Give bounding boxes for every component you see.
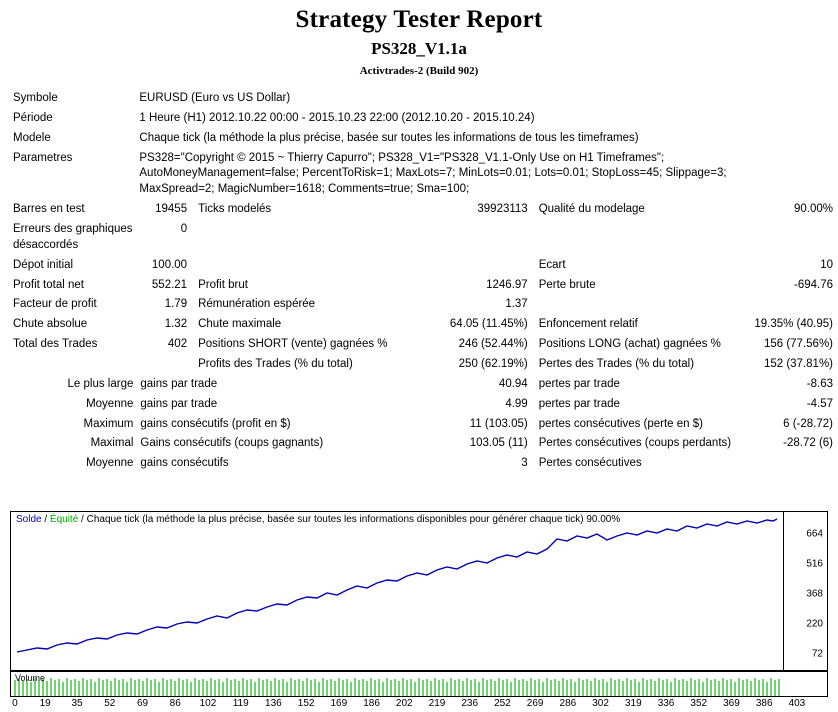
- table-row: [10, 434, 836, 454]
- ecart-value: 10: [820, 258, 833, 271]
- profits-trades-label: Profits des Trades (% du total): [198, 358, 353, 371]
- moyenne2-label: Moyenne: [86, 457, 134, 470]
- table-row: [10, 375, 836, 395]
- symbole-value: EURUSD (Euro vs US Dollar): [139, 92, 291, 104]
- pertes-trades-value: 152 (37.81%): [763, 358, 833, 371]
- barres-label: Barres en test: [13, 203, 85, 216]
- pluslarge-label: Le plus large: [67, 377, 134, 390]
- table-row: [10, 415, 836, 435]
- qualite-value: 90.00%: [793, 203, 833, 216]
- chute-absolue-value: 1.32: [164, 318, 188, 331]
- table-row: [10, 200, 836, 220]
- table-row: [10, 355, 836, 375]
- page-title: Strategy Tester Report: [295, 6, 543, 33]
- chute-maximale-label: Chute maximale: [198, 318, 282, 331]
- maximal-gains-label: Gains consécutifs (coups gagnants): [140, 437, 324, 450]
- profit-net-value: 552.21: [151, 278, 188, 291]
- symbole-label: Symbole: [13, 92, 58, 104]
- x-tick-label: 236: [461, 698, 479, 709]
- y-tick-label: 664: [806, 528, 823, 540]
- pluslarge-pertes-value: -8.63: [806, 377, 833, 390]
- legend-equity: Équité: [49, 514, 79, 525]
- maximum-gains-label: gains consécutifs (profit en $): [140, 417, 291, 430]
- remuneration-value: 1.37: [505, 298, 528, 311]
- x-tick-label: 119: [232, 698, 249, 709]
- x-tick-label: 0: [12, 698, 18, 709]
- table-row: [10, 315, 836, 335]
- y-tick-label: 516: [806, 558, 823, 570]
- y-tick-label: 72: [811, 648, 823, 660]
- pluslarge-gains-label: gains par trade: [140, 377, 218, 390]
- x-tick-label: 186: [363, 698, 380, 709]
- x-tick-label: 386: [755, 698, 773, 709]
- report-page: [0, 6, 838, 712]
- x-tick-label: 219: [428, 698, 446, 709]
- table-row: [10, 129, 836, 149]
- pertes-trades-label: Pertes des Trades (% du total): [538, 358, 695, 371]
- volume-bars: [11, 672, 827, 696]
- y-tick-label: 368: [806, 588, 823, 600]
- ticks-label: Ticks modelés: [198, 203, 272, 216]
- moyenne-gains-value: 4.99: [505, 397, 528, 410]
- volume-label: Volume: [15, 673, 46, 683]
- table-row: [10, 295, 836, 315]
- erreurs-label: Erreurs des graphiques désaccordés: [13, 223, 133, 251]
- profit-net-label: Profit total net: [13, 278, 84, 291]
- long-label: Positions LONG (achat) gagnées %: [538, 338, 721, 351]
- enfoncement-value: 19.35% (40.95): [754, 318, 833, 331]
- x-tick-label: 86: [169, 698, 181, 709]
- periode-value: 1 Heure (H1) 2012.10.22 00:00 - 2015.10.23 22:00 (2012.10.20 - 2015.10.24): [139, 111, 535, 124]
- maximal-label: Maximal: [90, 437, 134, 450]
- moyenne-pertes-value: -4.57: [806, 397, 833, 410]
- profits-trades-value: 250 (62.19%): [458, 358, 528, 371]
- parametres-value: PS328="Copyright © 2015 ~ Thierry Capurro"; PS328_V1="PS328_V1.1-Only Use on H1 Timeframes"; AutoMoneyManagement=false; PercentToRisk=1; MaxLots=7; MinLots=0.01; Lots=0.01; StopLoss=45; Slippage=3; MaxSpread=2; MagicNumber=1618; Comments=true; Sma=100;: [139, 151, 727, 196]
- maximum-pertes-value: 6 (-28.72): [783, 417, 833, 430]
- table-row: [10, 89, 836, 109]
- depot-value: 100.00: [151, 258, 188, 271]
- x-tick-label: 369: [723, 698, 740, 709]
- legend-solde: Solde: [16, 514, 42, 525]
- maximal-pertes-label: Pertes consécutives (coups perdants): [538, 437, 732, 450]
- legend-separator: /: [41, 514, 50, 525]
- expert-name: PS328_V1.1a: [371, 39, 467, 58]
- balance-curve: [11, 512, 827, 670]
- barres-value: 19455: [155, 203, 188, 216]
- table-row: [10, 149, 836, 201]
- x-tick-label: 252: [494, 698, 511, 709]
- moyenne-label: Moyenne: [86, 397, 134, 410]
- long-value: 156 (77.56%): [763, 338, 833, 351]
- x-tick-label: 152: [297, 698, 315, 709]
- total-trades-value: 402: [167, 338, 188, 351]
- maximum-pertes-label: pertes consécutives (perte en $): [538, 417, 703, 430]
- qualite-label: Qualité du modelage: [538, 203, 645, 216]
- x-tick-label: 52: [104, 698, 116, 709]
- remuneration-label: Rémunération espérée: [198, 298, 316, 311]
- chute-maximale-value: 64.05 (11.45%): [449, 318, 528, 331]
- table-row: [10, 454, 836, 474]
- broker-build: Activtrades-2 (Build 902): [359, 65, 479, 77]
- volume-chart: [10, 671, 828, 697]
- maximum-label: Maximum: [83, 417, 134, 430]
- periode-label: Période: [13, 111, 53, 124]
- maximal-gains-value: 103.05 (11): [469, 437, 528, 450]
- report-info-table: [10, 89, 836, 474]
- table-row: [10, 220, 836, 256]
- moyenne2-gains-value: 3: [521, 457, 528, 470]
- moyenne-gains-label: gains par trade: [140, 397, 218, 410]
- ticks-value: 39923113: [477, 203, 528, 216]
- ecart-label: Ecart: [538, 258, 566, 271]
- moyenne2-pertes-label: Pertes consécutives: [538, 457, 642, 470]
- y-tick-label: 220: [806, 618, 823, 630]
- perte-brute-value: -694.76: [793, 278, 833, 291]
- chart-y-axis: [783, 512, 827, 670]
- modele-value: Chaque tick (la méthode la plus précise, basée sur toutes les informations de tous les timeframes): [139, 131, 639, 144]
- chute-absolue-label: Chute absolue: [13, 318, 88, 331]
- x-tick-label: 169: [330, 698, 348, 709]
- x-tick-label: 102: [199, 698, 217, 709]
- enfoncement-label: Enfoncement relatif: [538, 318, 638, 331]
- balance-chart: [10, 511, 828, 671]
- x-tick-label: 202: [395, 698, 413, 709]
- maximal-pertes-value: -28.72 (6): [783, 437, 833, 450]
- table-row: [10, 256, 836, 276]
- facteur-value: 1.79: [164, 298, 188, 311]
- maximum-gains-value: 11 (103.05): [469, 417, 528, 430]
- x-tick-label: 336: [657, 698, 675, 709]
- total-trades-label: Total des Trades: [13, 338, 98, 351]
- short-label: Positions SHORT (vente) gagnées %: [198, 338, 388, 351]
- facteur-label: Facteur de profit: [13, 298, 97, 311]
- table-row: [10, 276, 836, 296]
- moyenne-pertes-label: pertes par trade: [538, 397, 620, 410]
- x-tick-label: 269: [526, 698, 544, 709]
- pluslarge-gains-value: 40.94: [498, 377, 528, 390]
- x-tick-label: 19: [39, 698, 51, 709]
- x-tick-label: 302: [592, 698, 609, 709]
- table-row: [10, 395, 836, 415]
- x-tick-label: 35: [71, 698, 83, 709]
- x-tick-label: 136: [265, 698, 282, 709]
- erreurs-value: 0: [180, 223, 188, 236]
- legend-model: / Chaque tick (la méthode la plus précise, basée sur toutes les informations disponibles pour générer chaque tick) 90.00%: [78, 514, 621, 525]
- x-tick-label: 403: [788, 698, 806, 709]
- table-row: [10, 109, 836, 129]
- table-row: [10, 335, 836, 355]
- x-tick-label: 352: [690, 698, 708, 709]
- x-tick-label: 286: [559, 698, 577, 709]
- parametres-label: Parametres: [13, 151, 73, 164]
- short-value: 246 (52.44%): [458, 338, 528, 351]
- pluslarge-pertes-label: pertes par trade: [538, 377, 620, 390]
- x-tick-label: 319: [624, 698, 642, 709]
- depot-label: Dépot initial: [13, 258, 74, 271]
- chart-x-axis: [10, 698, 828, 712]
- profit-brut-label: Profit brut: [198, 278, 248, 291]
- moyenne2-pertes-value: [734, 454, 836, 474]
- profit-brut-value: 1246.97: [486, 278, 528, 291]
- x-tick-label: 69: [136, 698, 149, 709]
- perte-brute-label: Perte brute: [538, 278, 596, 291]
- moyenne2-gains-label: gains consécutifs: [140, 457, 229, 470]
- modele-label: Modele: [13, 131, 51, 144]
